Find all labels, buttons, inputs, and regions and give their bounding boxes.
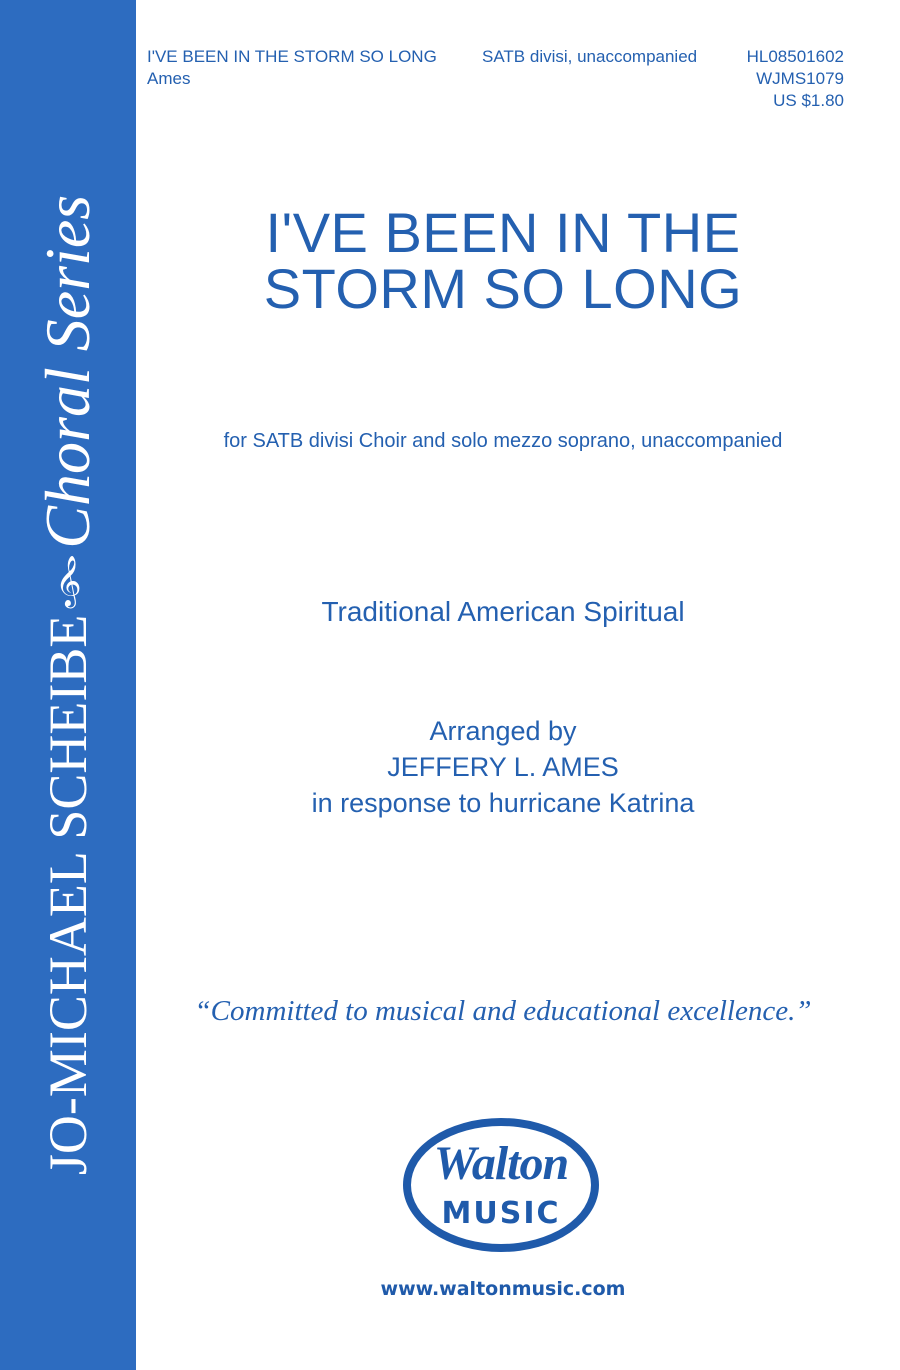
series-name: JO-MICHAEL SCHEIBE (38, 614, 98, 1176)
header-catalog-block (747, 46, 844, 112)
motto: “Committed to musical and educational excellence.” (194, 995, 812, 1027)
price: US $1.80 (773, 91, 844, 110)
treble-clef-icon: 𝄞 (54, 556, 82, 608)
dedication: in response to hurricane Katrina (311, 788, 695, 818)
arranger-block (136, 713, 870, 821)
logo-subword: MUSIC (441, 1196, 561, 1231)
subtitle: for SATB divisi Choir and solo mezzo soprano, unaccompanied (223, 430, 783, 452)
catalog-wj-number: WJMS1079 (756, 69, 844, 88)
tradition-label: Traditional American Spiritual (321, 596, 685, 627)
series-label: Choral Series (32, 194, 103, 549)
arranged-by-label: Arranged by (429, 716, 577, 746)
walton-music-logo (403, 1118, 599, 1252)
page-title (136, 201, 870, 320)
arranger-name: JEFFERY L. AMES (387, 752, 619, 782)
website-link[interactable]: www.waltonmusic.com (380, 1278, 626, 1300)
title-line-2: STORM SO LONG (263, 257, 743, 320)
header-title-block (147, 46, 437, 90)
header-title: I'VE BEEN IN THE STORM SO LONG (147, 47, 437, 66)
title-line-1: I'VE BEEN IN THE (265, 201, 741, 264)
series-banner (31, 195, 105, 1175)
catalog-hl-number: HL08501602 (746, 47, 844, 66)
logo-word: Walton (433, 1137, 569, 1190)
header-voicing: SATB divisi, unaccompanied (482, 47, 698, 66)
header-composer: Ames (147, 69, 191, 88)
series-sidebar (0, 0, 136, 1370)
